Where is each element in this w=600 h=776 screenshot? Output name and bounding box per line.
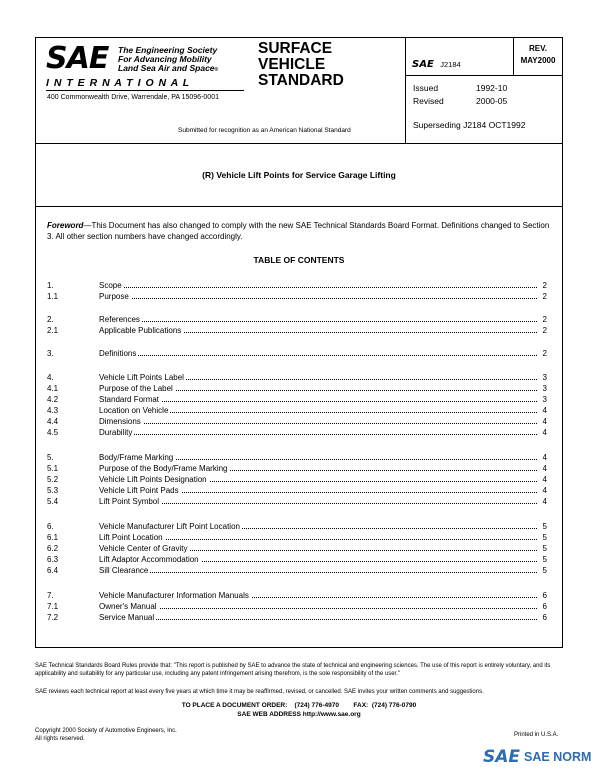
header-divider xyxy=(35,143,563,144)
toc-leader-dots xyxy=(99,572,537,573)
toc-title: Applicable Publications xyxy=(99,326,182,335)
toc-page-number: 5 xyxy=(542,555,547,564)
printed-in: Printed in U.S.A. xyxy=(514,732,559,738)
toc-number: 4.4 xyxy=(47,417,59,426)
toc-page-number: 4 xyxy=(542,486,547,495)
submitted-note: Submitted for recognition as an American National Standard xyxy=(178,127,351,134)
toc-entry xyxy=(47,405,547,416)
toc-number: 5.3 xyxy=(47,486,59,495)
society-line-1: The Engineering Society xyxy=(118,45,218,55)
society-tagline xyxy=(118,46,218,75)
toc-number: 4.2 xyxy=(47,395,59,404)
toc-page-number: 2 xyxy=(542,281,547,290)
toc-number: 5.1 xyxy=(47,464,59,473)
toc-page-number: 3 xyxy=(542,395,547,404)
toc-page-number: 4 xyxy=(542,464,547,473)
toc-number: 4. xyxy=(47,373,54,382)
address: 400 Commonwealth Drive, Warrendale, PA 15096-0001 xyxy=(47,94,219,101)
toc-number: 5.4 xyxy=(47,497,59,506)
toc-entry xyxy=(47,314,547,325)
watermark-text: SAE NORM xyxy=(524,750,592,764)
toc-page-number: 2 xyxy=(542,349,547,358)
toc-title: Sill Clearance xyxy=(99,566,149,575)
toc-entry xyxy=(47,496,547,507)
policy-text-2: SAE reviews each technical report at least every five years at which time it may be reaffirmed, revised, or cancelled. SAE invites your written comments and suggestions. xyxy=(35,689,484,695)
toc-leader-dots xyxy=(99,608,537,609)
toc-number: 3. xyxy=(47,349,54,358)
toc-entry xyxy=(47,416,547,427)
toc-entry xyxy=(47,325,547,336)
toc-number: 1.1 xyxy=(47,292,59,301)
toc-entry xyxy=(47,452,547,463)
toc-entry xyxy=(47,612,547,623)
toc-entry xyxy=(47,280,547,291)
toc-page-number: 4 xyxy=(542,497,547,506)
toc-page-number: 6 xyxy=(542,613,547,622)
toc-page-number: 6 xyxy=(542,602,547,611)
toc-title: Standard Format xyxy=(99,395,160,404)
sae-norm-watermark xyxy=(483,743,591,771)
international-banner: I N T E R N A T I O N A L xyxy=(46,77,191,89)
toc-entry xyxy=(47,383,547,394)
toc-page-number: 5 xyxy=(542,533,547,542)
toc-leader-dots xyxy=(99,355,537,356)
rev-date: MAY2000 xyxy=(520,56,556,65)
international-underline xyxy=(46,90,244,91)
toc-page-number: 4 xyxy=(542,453,547,462)
rev-label: REV. xyxy=(529,44,547,53)
toc-number: 6.2 xyxy=(47,544,59,553)
toc-number: 2. xyxy=(47,315,54,324)
toc-entry xyxy=(47,532,547,543)
toc-page-number: 4 xyxy=(542,406,547,415)
header-hdivider-right xyxy=(405,75,563,76)
toc-page-number: 2 xyxy=(542,315,547,324)
toc-title: Owner's Manual xyxy=(99,602,157,611)
foreword xyxy=(47,220,552,242)
toc-number: 1. xyxy=(47,281,54,290)
toc-leader-dots xyxy=(99,401,537,402)
toc-entry xyxy=(47,554,547,565)
toc-title: Purpose xyxy=(99,292,129,301)
toc-title: Vehicle Lift Points Designation xyxy=(99,475,207,484)
toc-title: Vehicle Lift Points Label xyxy=(99,373,184,382)
toc-number: 5.2 xyxy=(47,475,59,484)
toc-leader-dots xyxy=(99,298,537,299)
toc-title: Purpose of the Body/Frame Marking xyxy=(99,464,228,473)
document-title: (R) Vehicle Lift Points for Service Garage Lifting xyxy=(202,170,396,180)
doc-number: J2184 xyxy=(440,60,461,69)
toc-number: 7. xyxy=(47,591,54,600)
toc-title: Purpose of the Label xyxy=(99,384,173,393)
toc-entry xyxy=(47,601,547,612)
toc-number: 4.5 xyxy=(47,428,59,437)
header-vdivider-1 xyxy=(405,37,406,143)
toc-entry xyxy=(47,427,547,438)
superseding: Superseding J2184 OCT1992 xyxy=(413,120,526,130)
toc-title: Body/Frame Marking xyxy=(99,453,174,462)
toc-number: 6. xyxy=(47,522,54,531)
toc-page-number: 5 xyxy=(542,522,547,531)
toc-title: Durability xyxy=(99,428,133,437)
society-line-2: For Advancing Mobility xyxy=(118,54,212,64)
society-line-3: Land Sea Air and Space® xyxy=(118,63,219,73)
toc-page-number: 3 xyxy=(542,373,547,382)
order-line: TO PLACE A DOCUMENT ORDER: (724) 776-4970 FAX: (724) 776-0790 xyxy=(181,702,417,709)
toc-title: Vehicle Center of Gravity xyxy=(99,544,188,553)
toc-page-number: 5 xyxy=(542,544,547,553)
toc-page-number: 6 xyxy=(542,591,547,600)
standard-type-line-2: VEHICLE xyxy=(258,56,326,73)
toc-page-number: 4 xyxy=(542,428,547,437)
toc-number: 2.1 xyxy=(47,326,59,335)
toc-page-number: 2 xyxy=(542,292,547,301)
toc-title: Definitions xyxy=(99,349,137,358)
toc-title: Lift Adaptor Accommodation xyxy=(99,555,199,564)
toc-title: Service Manual xyxy=(99,613,155,622)
toc-page-number: 4 xyxy=(542,475,547,484)
toc-leader-dots xyxy=(99,434,537,435)
toc-page-number: 3 xyxy=(542,384,547,393)
sae-logo: SAE xyxy=(46,41,109,76)
revised-label: Revised xyxy=(413,96,444,106)
toc-leader-dots xyxy=(99,539,537,540)
toc-number: 6.1 xyxy=(47,533,59,542)
standard-type-line-3: STANDARD xyxy=(258,72,344,89)
toc-leader-dots xyxy=(99,503,537,504)
toc-page-number: 4 xyxy=(542,417,547,426)
toc-page-number: 2 xyxy=(542,326,547,335)
toc-title: Lift Point Symbol xyxy=(99,497,160,506)
toc-title: Scope xyxy=(99,281,122,290)
toc-number: 4.1 xyxy=(47,384,59,393)
copyright-line-2: All rights reserved. xyxy=(35,736,85,742)
foreword-label: Foreword xyxy=(47,221,84,230)
doc-number-block xyxy=(412,54,461,72)
toc-number: 5. xyxy=(47,453,54,462)
title-divider xyxy=(35,206,563,207)
toc-leader-dots xyxy=(99,619,537,620)
toc-title: Vehicle Manufacturer Lift Point Location xyxy=(99,522,240,531)
toc-heading: TABLE OF CONTENTS xyxy=(253,255,345,265)
revised-value: 2000-05 xyxy=(476,96,508,106)
toc-title: Dimensions xyxy=(99,417,141,426)
toc-entry xyxy=(47,463,547,474)
toc-entry xyxy=(47,590,547,601)
toc-number: 4.3 xyxy=(47,406,59,415)
toc-number: 7.1 xyxy=(47,602,59,611)
issued-value: 1992-10 xyxy=(476,83,508,93)
toc-entry xyxy=(47,485,547,496)
standard-type xyxy=(258,41,344,89)
toc-title: Location on Vehicle xyxy=(99,406,169,415)
toc-leader-dots xyxy=(99,423,537,424)
toc-entry xyxy=(47,474,547,485)
toc-page-number: 5 xyxy=(542,566,547,575)
toc-leader-dots xyxy=(99,287,537,288)
toc-title: Vehicle Manufacturer Information Manuals xyxy=(99,591,249,600)
toc-entry xyxy=(47,372,547,383)
toc-entry xyxy=(47,348,547,359)
foreword-text: —This Document has also changed to comply with the new SAE Technical Standards Board Format. Definitions changed to Section 3. All other section numbers have changed accordingly. xyxy=(47,221,550,241)
toc-title: Vehicle Lift Point Pads xyxy=(99,486,179,495)
copyright-line-1: Copyright 2000 Society of Automotive Engineers, Inc. xyxy=(35,728,177,734)
toc-entry xyxy=(47,521,547,532)
toc-number: 6.4 xyxy=(47,566,59,575)
web-address: SAE WEB ADDRESS http://www.sae.org xyxy=(237,711,361,718)
toc-leader-dots xyxy=(99,321,537,322)
toc-number: 7.2 xyxy=(47,613,59,622)
issued-label: Issued xyxy=(413,83,439,93)
toc-entry xyxy=(47,291,547,302)
standard-type-line-1: SURFACE xyxy=(258,40,333,57)
registered-mark: ® xyxy=(214,67,219,73)
toc-number: 6.3 xyxy=(47,555,59,564)
watermark-sae-logo: SAE xyxy=(483,747,521,767)
toc-title: Lift Point Location xyxy=(99,533,163,542)
policy-text-1: SAE Technical Standards Board Rules provide that: "This report is published by SAE to advance the state of technical and engineering sciences. The use of this report is entirely voluntary, and its applicability and suitability for any particular use, including any patent infringement arising therefrom, is the sole responsibility of the user." xyxy=(35,663,551,677)
toc-title: References xyxy=(99,315,140,324)
toc-entry xyxy=(47,543,547,554)
toc-entry xyxy=(47,565,547,576)
doc-sae-logo: SAE xyxy=(412,59,434,70)
toc-entry xyxy=(47,394,547,405)
